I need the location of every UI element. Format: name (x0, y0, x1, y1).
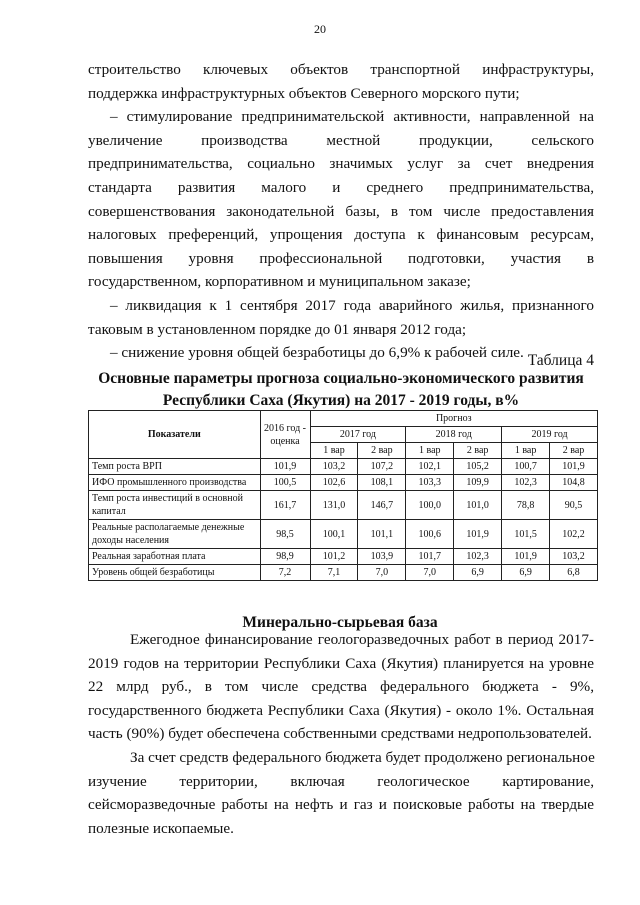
header-variant: 1 вар (406, 443, 454, 459)
cell: 146,7 (358, 491, 406, 520)
row-label: Темп роста инвестиций в основной капитал (89, 491, 261, 520)
cell: 102,3 (502, 475, 550, 491)
header-year: 2018 год (406, 427, 502, 443)
cell: 7,0 (406, 565, 454, 581)
row-label: ИФО промышленного производства (89, 475, 261, 491)
cell: 101,1 (358, 520, 406, 549)
text-line: 22 млрд руб., в том числе средства федерального бюджета - 9%, (88, 678, 594, 696)
cell: 103,2 (310, 459, 358, 475)
row-label: Уровень общей безработицы (89, 565, 261, 581)
cell: 102,1 (406, 459, 454, 475)
table-caption: Таблица 4 (527, 352, 594, 369)
cell: 101,0 (454, 491, 502, 520)
cell: 102,6 (310, 475, 358, 491)
header-variant: 1 вар (310, 443, 358, 459)
table-row (89, 459, 598, 475)
cell: 98,5 (260, 520, 310, 549)
cell: 102,3 (454, 549, 502, 565)
cell: 102,2 (550, 520, 598, 549)
text-line: – стимулирование предпринимательской активности, направленной на (110, 108, 594, 126)
text-line: – ликвидация к 1 сентября 2017 года аварийного жилья, признанного (110, 296, 594, 314)
cell: 100,7 (502, 459, 550, 475)
cell: 109,9 (454, 475, 502, 491)
cell: 90,5 (550, 491, 598, 520)
text-line: полезные ископаемые. (88, 819, 234, 837)
cell: 78,8 (502, 491, 550, 520)
table-title-line: Республики Саха (Якутия) на 2017 - 2019 годы, в% (162, 392, 520, 409)
text-line: сейсморазведочные работы на нефть и газ и поисковые работы на твердые (88, 796, 594, 814)
header-indicator: Показатели (89, 411, 261, 459)
cell: 131,0 (310, 491, 358, 520)
cell: 100,5 (260, 475, 310, 491)
bottom-paragraph (88, 628, 594, 840)
cell: 104,8 (550, 475, 598, 491)
page-number: 20 (314, 22, 326, 36)
text-line: увеличение производства местной продукции, сельского (88, 131, 594, 149)
header-2016: 2016 год - оценка (260, 411, 310, 459)
text-line: стандарта развития малого и среднего предпринимательства, (88, 178, 594, 196)
text-line: часть (90%) будет обеспечена собственными средствами недропользователей. (88, 725, 592, 743)
text-line: государственного бюджета Республики Саха (Якутия) - около 1%. Остальная (88, 701, 594, 719)
text-line: – снижение уровня общей безработицы до 6,9% к рабочей силе. (110, 344, 524, 362)
header-variant: 2 вар (454, 443, 502, 459)
cell: 103,2 (550, 549, 598, 565)
header-variant: 1 вар (502, 443, 550, 459)
cell: 100,6 (406, 520, 454, 549)
header-variant: 2 вар (358, 443, 406, 459)
cell: 101,9 (502, 549, 550, 565)
cell: 101,7 (406, 549, 454, 565)
text-line: таковым в установленном порядке до 01 января 2012 года; (88, 320, 467, 338)
cell: 105,2 (454, 459, 502, 475)
cell: 107,2 (358, 459, 406, 475)
cell: 6,9 (502, 565, 550, 581)
cell: 6,8 (550, 565, 598, 581)
text-line: государственном, корпоративном и муниципальном заказе; (88, 273, 471, 291)
row-label: Реальные располагаемые денежные доходы населения (89, 520, 261, 549)
table-row (89, 491, 598, 520)
row-label: Реальная заработная плата (89, 549, 261, 565)
cell: 7,0 (358, 565, 406, 581)
text-line: Ежегодное финансирование геологоразведочных работ в период 2017- (130, 631, 594, 648)
cell: 101,9 (260, 459, 310, 475)
text-line: повышения уровня профессиональной подготовки, участия в (88, 249, 594, 267)
text-line: строительство ключевых объектов транспортной инфраструктуры, (88, 61, 594, 78)
cell: 108,1 (358, 475, 406, 491)
top-paragraph (88, 58, 594, 365)
text-line: налоговых преференций, упрощения доступа к финансовым ресурсам, (88, 226, 594, 244)
cell: 101,9 (454, 520, 502, 549)
table-row (89, 520, 598, 549)
cell: 6,9 (454, 565, 502, 581)
cell: 103,3 (406, 475, 454, 491)
cell: 100,0 (406, 491, 454, 520)
cell: 101,2 (310, 549, 358, 565)
header-year: 2017 год (310, 427, 406, 443)
text-line: 2019 годов на территории Республики Саха (Якутия) планируется на уровне (88, 654, 594, 672)
header-variant: 2 вар (550, 443, 598, 459)
cell: 98,9 (260, 549, 310, 565)
cell: 103,9 (358, 549, 406, 565)
row-label: Темп роста ВРП (89, 459, 261, 475)
cell: 7,2 (260, 565, 310, 581)
header-year: 2019 год (502, 427, 598, 443)
cell: 101,9 (550, 459, 598, 475)
section-heading: Минерально-сырьевая база (242, 614, 438, 631)
cell: 7,1 (310, 565, 358, 581)
cell: 101,5 (502, 520, 550, 549)
text-line: За счет средств федерального бюджета будет продолжено региональное (130, 748, 595, 766)
cell: 100,1 (310, 520, 358, 549)
cell: 161,7 (260, 491, 310, 520)
text-line: изучение территории, включая геологическое картирование, (88, 772, 594, 790)
table-title (88, 368, 594, 412)
table-title-line: Основные параметры прогноза социально-экономического развития (98, 370, 584, 387)
table-row (89, 565, 598, 581)
text-line: совершенствования законодательной базы, в том числе предоставления (88, 202, 594, 220)
forecast-table (88, 410, 598, 581)
header-forecast: Прогноз (310, 411, 598, 427)
table-row (89, 549, 598, 565)
table-row (89, 475, 598, 491)
text-line: предпринимательства, социально значимых услуг за счет внедрения (88, 155, 594, 173)
text-line: поддержка инфраструктурных объектов Северного морского пути; (88, 84, 520, 102)
